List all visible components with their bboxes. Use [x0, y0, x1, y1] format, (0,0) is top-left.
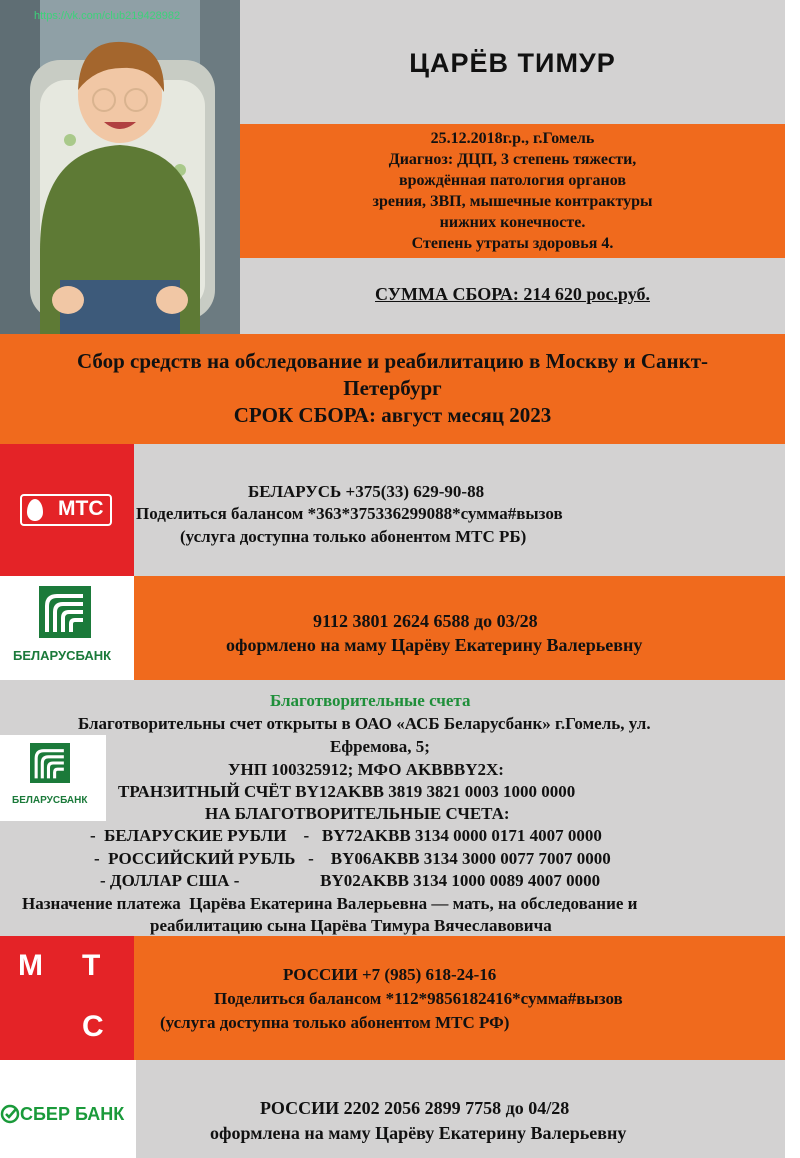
belarusbank-logo-text: БЕЛАРУСБАНК	[12, 795, 88, 806]
purpose-line: Сбор средств на обследование и реабилитацию в Москву и Санкт-	[76, 349, 709, 373]
sberbank-check-icon	[0, 1104, 20, 1124]
mts-russia-phone: РОССИИ +7 (985) 618-24-16	[283, 965, 497, 984]
watermark: https://vk.com/club219428982	[34, 10, 181, 22]
charity-line: ТРАНЗИТНЫЙ СЧЁТ BY12AKBB 3819 3821 0003 1000 0000	[118, 782, 576, 801]
charity-line: Благотворительны счет открыты в ОАО «АСБ Беларусбанк» г.Гомель, ул.	[78, 714, 651, 733]
card-number: 9112 3801 2624 6588 до 03/28	[313, 611, 538, 631]
mts-egg-icon	[27, 499, 43, 521]
charity-title: Благотворительные счета	[270, 691, 471, 710]
info-line: врождённая патология органов	[398, 172, 626, 189]
mts-russia-note: (услуга доступна только абонентом МТС РФ)	[160, 1013, 510, 1032]
charity-line: - БЕЛАРУСКИЕ РУБЛИ - BY72AKBB 3134 0000 0171 4007 0000	[90, 826, 602, 845]
charity-line: - РОССИЙСКИЙ РУБЛЬ - BY06AKBB 3134 3000 0077 7007 0000	[94, 849, 611, 868]
mts-belarus-phone: БЕЛАРУСЬ +375(33) 629-90-88	[248, 482, 485, 501]
mts-letter: С	[82, 1010, 104, 1043]
mts-russia-share: Поделиться балансом *112*9856182416*сумма#вызов	[214, 989, 623, 1008]
charity-line: УНП 100325912; МФО AKBBBY2X:	[228, 760, 504, 779]
info-line: 25.12.2018г.р., г.Гомель	[430, 130, 595, 147]
belarusbank-logo	[0, 576, 134, 680]
charity-line: Назначение платежа Царёва Екатерина Валерьевна — мать, на обследование и	[22, 894, 638, 913]
mts-letter: Т	[82, 949, 101, 982]
fundraising-sum: СУММА СБОРА: 214 620 рос.руб.	[375, 284, 650, 304]
purpose-line: СРОК СБОРА: август месяц 2023	[233, 403, 552, 427]
mts-logo-text: МТС	[58, 497, 104, 520]
charity-line: НА БЛАГОТВОРИТЕЛЬНЫЕ СЧЕТА:	[205, 804, 510, 823]
belarusbank-logo-small	[0, 735, 106, 821]
child-name: ЦАРЁВ ТИМУР	[409, 48, 616, 78]
charity-line: Ефремова, 5;	[330, 737, 430, 756]
card-holder: оформлено на маму Царёву Екатерину Валерьевну	[226, 635, 643, 655]
mts-belarus-share: Поделиться балансом *363*375336299088*сумма#вызов	[136, 504, 563, 523]
info-line: Степень утраты здоровья 4.	[411, 235, 614, 252]
sberbank-logo-text: СБЕР БАНК	[20, 1104, 125, 1124]
sber-card-number: РОССИИ 2202 2056 2899 7758 до 04/28	[260, 1098, 570, 1118]
belarusbank-icon	[30, 743, 70, 783]
child-photo	[0, 0, 240, 334]
belarusbank-icon	[39, 586, 91, 638]
belarusbank-logo-text: БЕЛАРУСБАНК	[13, 648, 112, 663]
info-line: Диагноз: ДЦП, 3 степень тяжести,	[388, 151, 637, 168]
mts-letter: М	[18, 949, 43, 982]
purpose-line: Петербург	[343, 376, 442, 400]
child-photo-illustration	[0, 0, 240, 334]
info-line: зрения, ЗВП, мышечные контрактуры	[372, 193, 653, 210]
charity-line: реабилитацию сына Царёва Тимура Вячеславовича	[150, 916, 552, 935]
sber-card-holder: оформлена на маму Царёву Екатерину Валерьевну	[210, 1123, 627, 1143]
mts-belarus-note: (услуга доступна только абонентом МТС РБ)	[180, 527, 527, 546]
info-line: нижних конечносте.	[439, 214, 586, 231]
charity-line: - ДОЛЛАР США - BY02AKBB 3134 1000 0089 4007 0000	[100, 871, 601, 890]
